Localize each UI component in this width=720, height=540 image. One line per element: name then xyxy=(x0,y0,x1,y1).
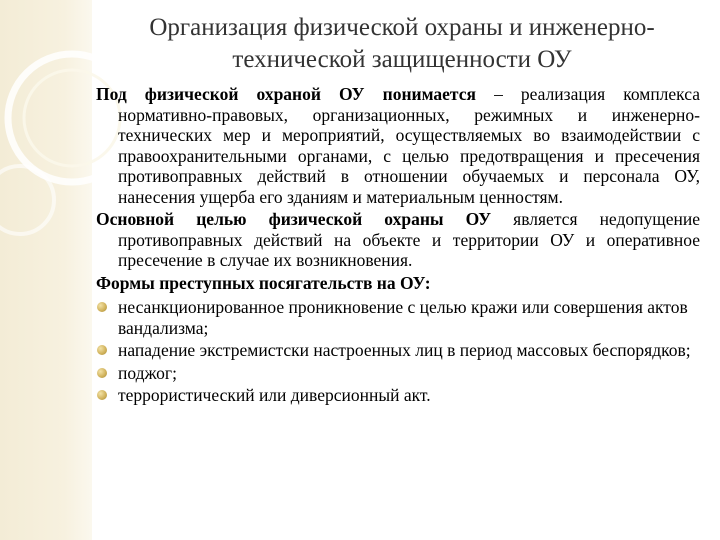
definition-lead: Под физической охраной ОУ понимается xyxy=(96,84,476,104)
title-line-2: технической защищенности ОУ xyxy=(232,46,572,73)
list-item-text: нападение экстремистски настроенных лиц в период массовых беспорядков; xyxy=(118,340,691,360)
list-item xyxy=(96,385,700,406)
list-item-text: несанкционированное проникновение с целью кражи или совершения актов вандализма; xyxy=(118,297,688,338)
list-item-text: террористический или диверсионный акт. xyxy=(118,385,431,405)
bullet-icon xyxy=(97,368,107,378)
forms-list xyxy=(96,297,700,406)
slide-title xyxy=(112,12,692,76)
bullet-icon xyxy=(97,302,107,312)
bullet-icon xyxy=(97,345,107,355)
goal-lead: Основной целью физической охраны ОУ xyxy=(96,209,492,229)
goal-text: является недопущение противоправных действий на объекте и территории ОУ и оперативное пресечение в случае их возникновения. xyxy=(118,209,700,270)
list-item xyxy=(96,340,700,361)
goal-paragraph xyxy=(96,209,700,271)
list-item xyxy=(96,363,700,384)
definition-paragraph xyxy=(96,84,700,207)
list-item-text: поджог; xyxy=(118,362,177,383)
forms-heading: Формы преступных посягательств на ОУ: xyxy=(96,272,431,293)
slide-content xyxy=(96,84,700,408)
list-item xyxy=(96,297,700,338)
title-line-1: Организация физической охраны и инженерно- xyxy=(149,14,655,41)
definition-text: – реализация комплекса нормативно-правовых, организационных, режимных и инженерно-технических мер и мероприятий, осуществляемых во взаимодействии с правоохранительными органами, с целью предотвращения и пресечения противоправных действий в отношении обучаемых и персонала ОУ, нанесения ущерба его зданиям и материальным ценностям. xyxy=(118,84,700,207)
bullet-icon xyxy=(97,390,107,400)
